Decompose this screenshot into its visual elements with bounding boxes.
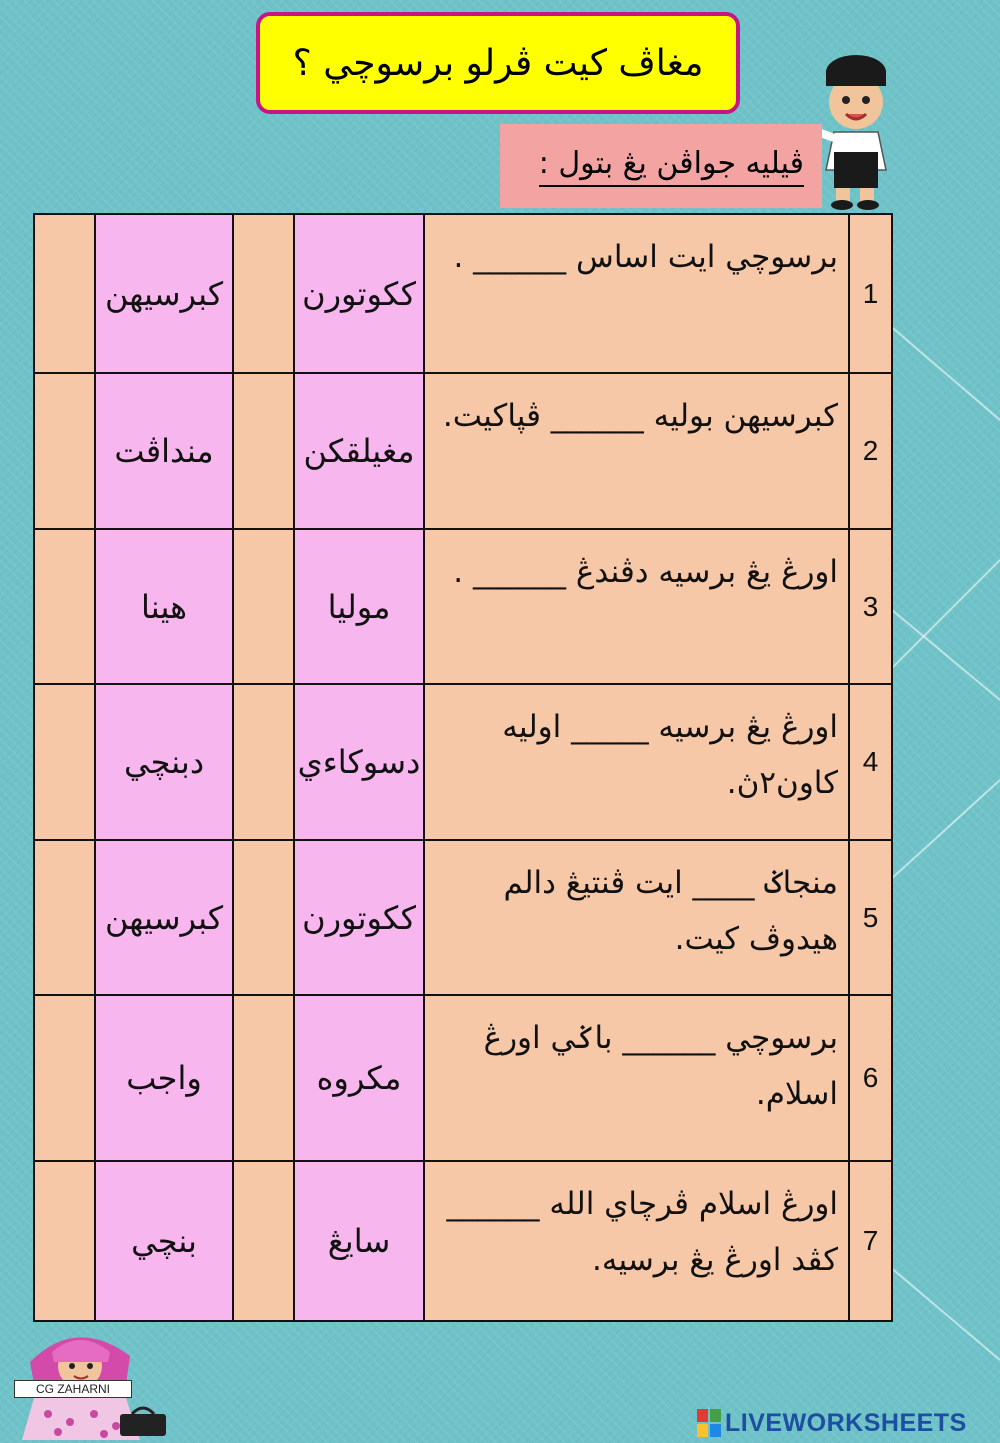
option-a[interactable]: مغيلقکن [295, 374, 425, 528]
option-b[interactable]: هينا [96, 530, 234, 683]
answer-slot[interactable] [234, 841, 295, 994]
option-b[interactable]: بنچي [96, 1162, 234, 1320]
option-a[interactable]: دسوکاءي [295, 685, 425, 839]
question-number: 4 [850, 685, 891, 839]
answer-slot[interactable] [234, 530, 295, 683]
answer-slot[interactable] [35, 215, 96, 372]
option-a[interactable]: موليا [295, 530, 425, 683]
option-a[interactable]: ککوتورن [295, 841, 425, 994]
answer-slot[interactable] [35, 1162, 96, 1320]
question-text: اورڠ اسلام ڤرچاي الله ______ کڤد اورڠ يڠ برسيه. [425, 1162, 850, 1320]
table-row [35, 215, 891, 372]
answer-slot[interactable] [35, 685, 96, 839]
table-row [35, 372, 891, 528]
worksheet-title [256, 12, 740, 114]
table-row [35, 839, 891, 994]
author-credit: CG ZAHARNI [14, 1380, 132, 1398]
table-row [35, 994, 891, 1160]
option-a[interactable]: سايڠ [295, 1162, 425, 1320]
question-number: 3 [850, 530, 891, 683]
answer-slot[interactable] [35, 841, 96, 994]
answer-slot[interactable] [234, 374, 295, 528]
question-text: برسوچي ايت اساس ______ . [425, 215, 850, 372]
answer-slot[interactable] [234, 996, 295, 1160]
question-text: اورڠ يڠ برسيه _____ اوليه کاون٢ڽ. [425, 685, 850, 839]
option-b[interactable]: واجب [96, 996, 234, 1160]
instruction-text: ڤيليه جواڤن يڠ بتول : [539, 146, 804, 187]
table-row [35, 1160, 891, 1320]
option-b[interactable]: کبرسيهن [96, 841, 234, 994]
answer-table [33, 213, 893, 1322]
question-number: 1 [850, 215, 891, 372]
worksheet-title-text: مغاڤ کيت ڤرلو برسوچي ؟ [292, 42, 704, 84]
question-text: کبرسيهن بوليه ______ ڤپاکيت. [425, 374, 850, 528]
answer-slot[interactable] [35, 374, 96, 528]
question-text: منجاݢ ____ ايت ڤنتيڠ دالم هيدوڤ کيت. [425, 841, 850, 994]
answer-slot[interactable] [35, 530, 96, 683]
question-text: اورڠ يڠ برسيه دڤندڠ ______ . [425, 530, 850, 683]
question-number: 7 [850, 1162, 891, 1320]
option-b[interactable]: منداڤت [96, 374, 234, 528]
liveworksheets-brand[interactable] [697, 1406, 967, 1440]
table-row [35, 683, 891, 839]
question-text: برسوچي ______ باݢي اورڠ اسلام. [425, 996, 850, 1160]
option-b[interactable]: دبنچي [96, 685, 234, 839]
option-b[interactable]: کبرسيهن [96, 215, 234, 372]
option-a[interactable]: ککوتورن [295, 215, 425, 372]
answer-slot[interactable] [234, 215, 295, 372]
liveworksheets-wordmark: LIVEWORKSHEETS [725, 1408, 967, 1437]
table-row [35, 528, 891, 683]
answer-slot[interactable] [234, 685, 295, 839]
question-number: 2 [850, 374, 891, 528]
answer-slot[interactable] [234, 1162, 295, 1320]
liveworksheets-logo-icon [697, 1409, 721, 1437]
answer-slot[interactable] [35, 996, 96, 1160]
question-number: 6 [850, 996, 891, 1160]
option-a[interactable]: مکروه [295, 996, 425, 1160]
instruction-banner [500, 124, 822, 208]
question-number: 5 [850, 841, 891, 994]
